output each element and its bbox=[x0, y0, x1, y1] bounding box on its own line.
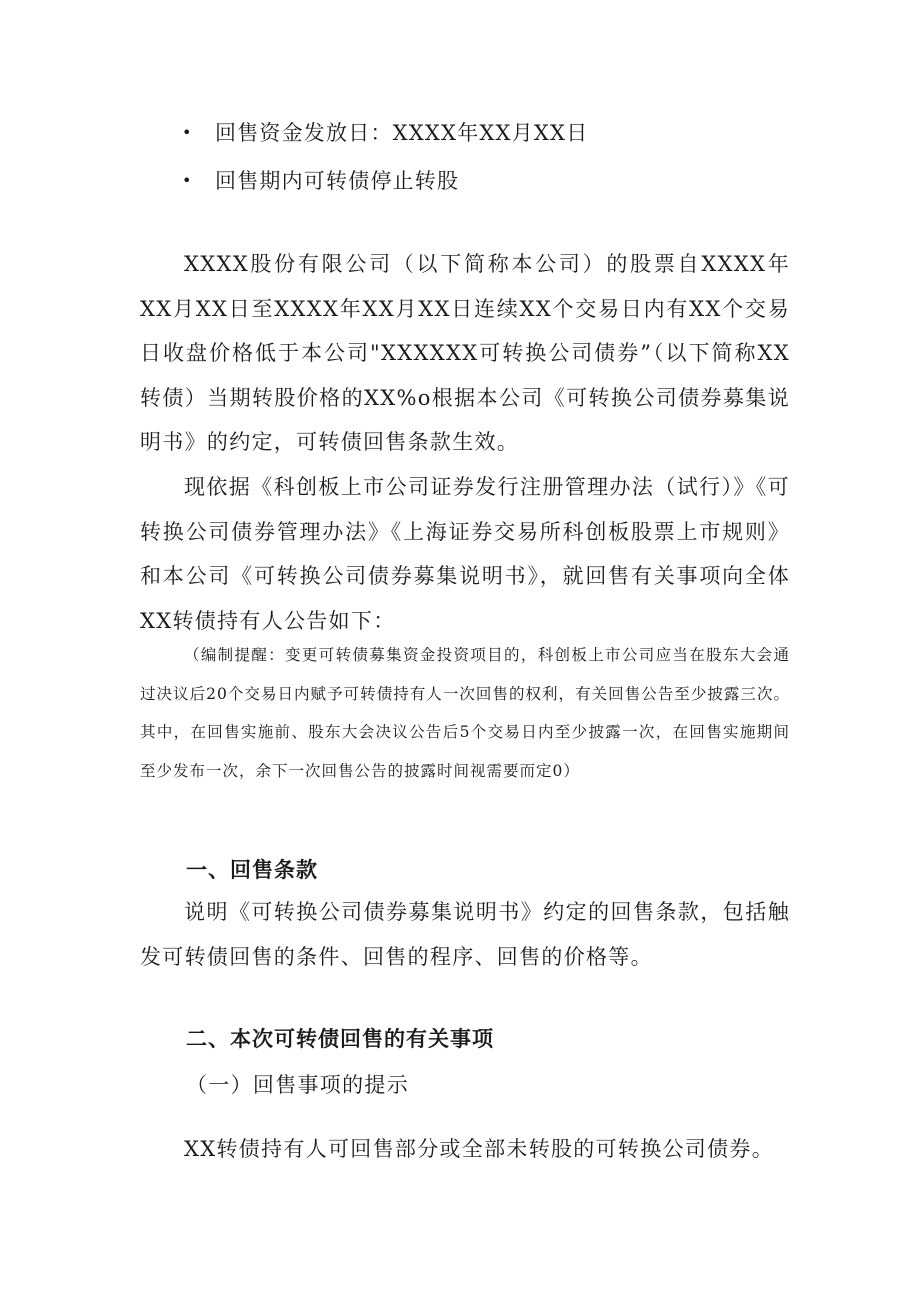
section1-body: 说明《可转换公司债券募集说明书》约定的回售条款，包括触发可转债回售的条件、回售的程序、回售的价格等。 bbox=[140, 900, 790, 969]
compilation-note: （编制提醒：变更可转债募集资金投资项目的，科创板上市公司应当在股东大会通过决议后20个交易日内赋予可转债持有人一次回售的权利，有关回售公告至少披露三次。其中，在回售实施前、股东大会决议公告后5个交易日内至少披露一次，在回售实施期间至少发布一次，余下一次回售公告的披露时间视需要而定0） bbox=[140, 646, 790, 780]
bullet-text: 回售资金发放日：XXXX年XX月XX日 bbox=[215, 121, 589, 145]
bullet-dot-icon: • bbox=[182, 171, 193, 190]
subsection-heading: （一）回售事项的提示 bbox=[186, 1073, 409, 1097]
section-heading-1: 一、回售条款 bbox=[186, 858, 318, 882]
bullet-text: 回售期内可转债停止转股 bbox=[215, 169, 460, 193]
section-heading-2: 二、本次可转债回售的有关事项 bbox=[186, 1027, 494, 1051]
bullet-dot-icon: • bbox=[182, 123, 193, 142]
paragraph-trigger: XXXX股份有限公司（以下简称本公司）的股票自XXXX年XX月XX日至XXXX年XX月XX日连续XX个交易日内有XX个交易日收盘价格低于本公司"XXXXXX可转换公司债券”（以下简称XX转债）当期转股价格的XX%o根据本公司《可转换公司债券募集说明书》的约定，可转债回售条款生效。 bbox=[140, 252, 790, 455]
section2-body: XX转债持有人可回售部分或全部未转股的可转换公司债券。 bbox=[184, 1137, 774, 1161]
paragraph-legal-basis: 现依据《科创板上市公司证券发行注册管理办法（试行）》《可转换公司债券管理办法》《上海证券交易所科创板股票上市规则》和本公司《可转换公司债券募集说明书》，就回售有关事项向全体XX转债持有人公告如下： bbox=[140, 475, 790, 633]
